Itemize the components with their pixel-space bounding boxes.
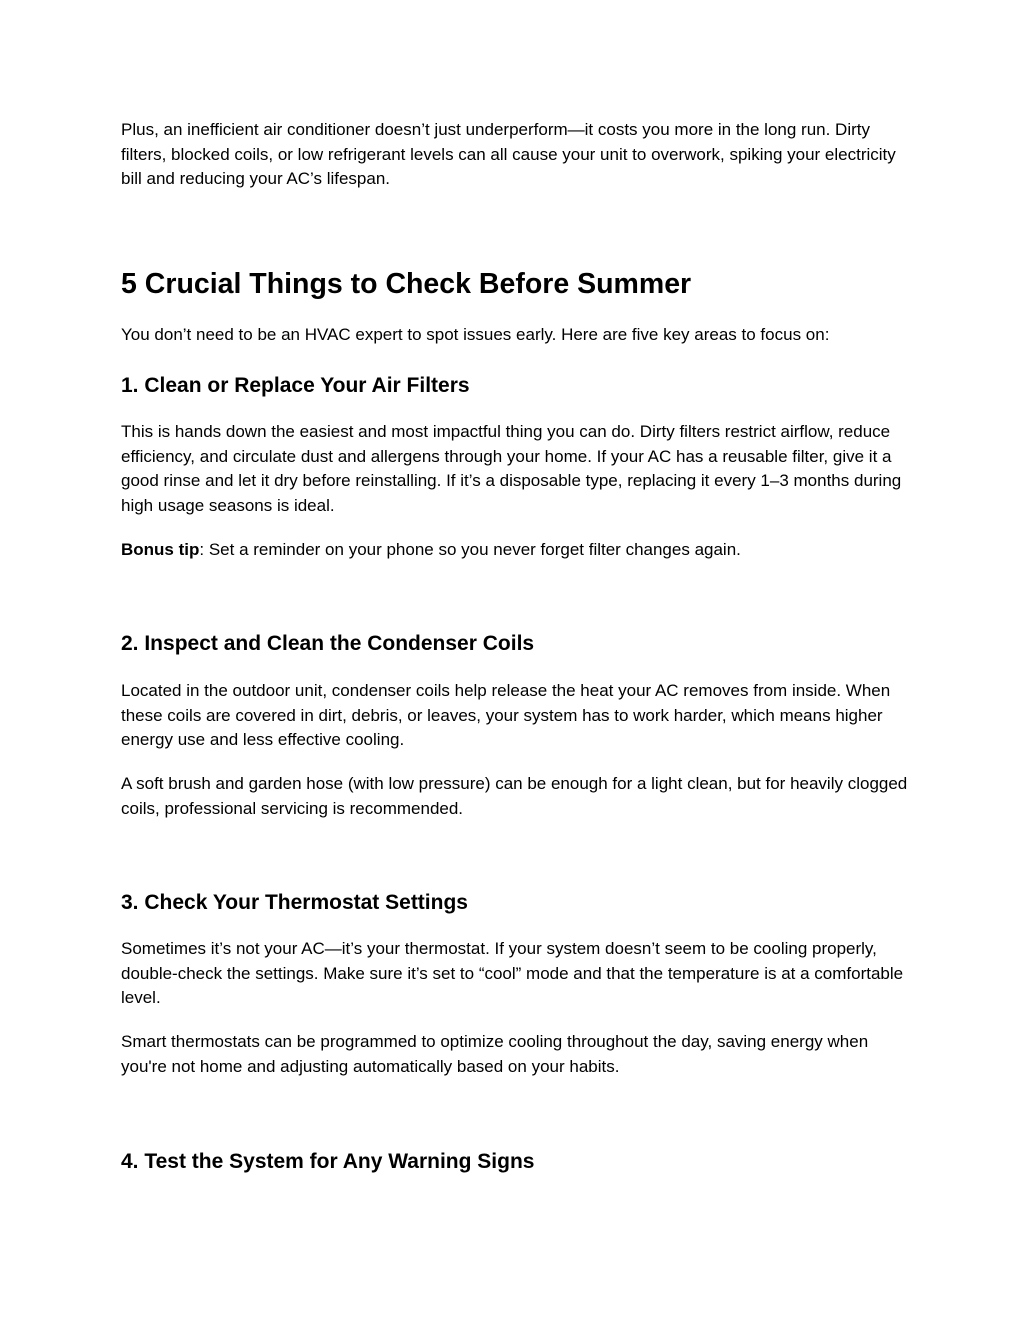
- bonus-tip-text: : Set a reminder on your phone so you never forget filter changes again.: [199, 540, 741, 559]
- section-4-heading: 4. Test the System for Any Warning Signs: [121, 1150, 535, 1173]
- intro-paragraph: Plus, an inefficient air conditioner doesn’t just underperform—it costs you more in the long run. Dirty filters, blocked coils, or low refrigerant levels can all cause your unit to overwork, spiking your electricity bill and reducing your AC’s lifespan.: [121, 120, 896, 188]
- section-3-paragraph-1: Sometimes it’s not your AC—it’s your thermostat. If your system doesn’t seem to be cooling properly, double-check the settings. Make sure it’s set to “cool” mode and that the temperature is at a comfortable level.: [121, 939, 904, 1007]
- bonus-tip-label: Bonus tip: [121, 540, 200, 559]
- main-intro-paragraph: You don’t need to be an HVAC expert to spot issues early. Here are five key areas to focus on:: [121, 325, 830, 344]
- section-2-paragraph-2: A soft brush and garden hose (with low pressure) can be enough for a light clean, but for heavily clogged coils, professional servicing is recommended.: [121, 774, 908, 818]
- section-2-heading: 2. Inspect and Clean the Condenser Coils: [121, 632, 535, 655]
- section-2-paragraph-1: Located in the outdoor unit, condenser coils help release the heat your AC removes from inside. When these coils are covered in dirt, debris, or leaves, your system has to work harder, which means higher energy use and less effective cooling.: [121, 681, 891, 749]
- main-heading: 5 Crucial Things to Check Before Summer: [121, 268, 692, 300]
- section-1-heading: 1. Clean or Replace Your Air Filters: [121, 374, 470, 397]
- section-3-heading: 3. Check Your Thermostat Settings: [121, 891, 468, 914]
- bonus-tip-paragraph: [121, 538, 911, 563]
- section-3-paragraph-2: Smart thermostats can be programmed to optimize cooling throughout the day, saving energy when you're not home and adjusting automatically based on your habits.: [121, 1032, 869, 1076]
- section-1-paragraph: This is hands down the easiest and most impactful thing you can do. Dirty filters restrict airflow, reduce efficiency, and circulate dust and allergens through your home. If your AC has a reusable filter, give it a good rinse and let it dry before reinstalling. If it’s a disposable type, replacing it every 1–3 months during high usage seasons is ideal.: [121, 422, 902, 515]
